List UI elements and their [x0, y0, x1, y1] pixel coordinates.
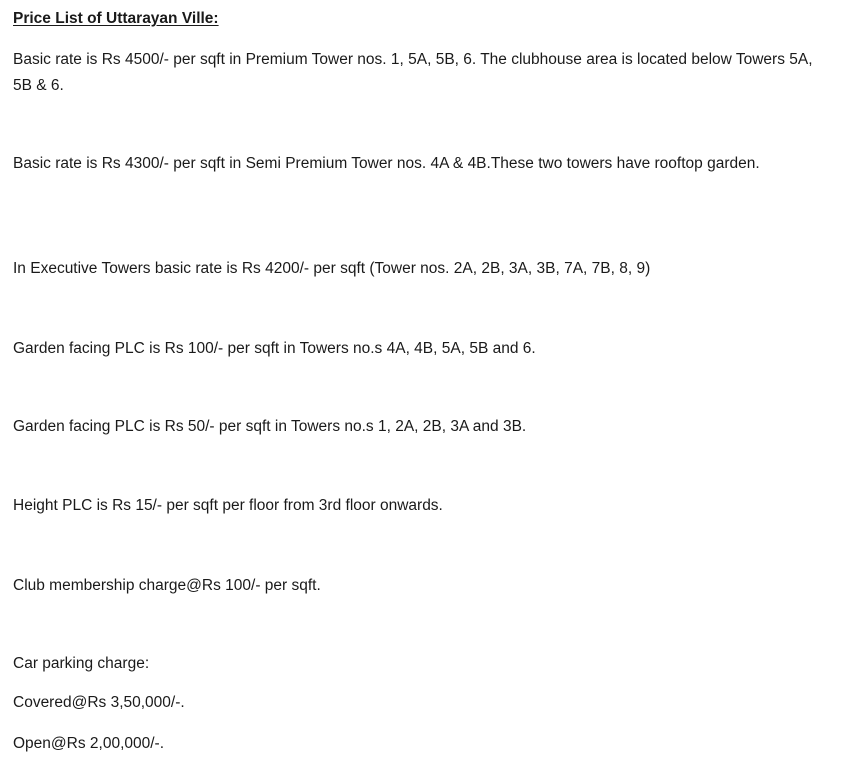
covered-parking-text: Covered@Rs 3,50,000/-.: [13, 694, 185, 711]
height-plc-text: Height PLC is Rs 15/- per sqft per floor from 3rd floor onwards.: [13, 497, 443, 514]
club-membership-text: Club membership charge@Rs 100/- per sqft.: [13, 577, 321, 594]
document-title: Price List of Uttarayan Ville:: [13, 10, 219, 27]
garden-plc-100-text: Garden facing PLC is Rs 100/- per sqft in Towers no.s 4A, 4B, 5A, 5B and 6.: [13, 340, 536, 357]
car-parking-heading: Car parking charge:: [13, 655, 150, 672]
garden-plc-50-text: Garden facing PLC is Rs 50/- per sqft in Towers no.s 1, 2A, 2B, 3A and 3B.: [13, 418, 527, 435]
semi-premium-tower-rate-text: Basic rate is Rs 4300/- per sqft in Semi Premium Tower nos. 4A & 4B.These two towers have rooftop garden.: [13, 155, 760, 172]
premium-tower-rate-text: Basic rate is Rs 4500/- per sqft in Premium Tower nos. 1, 5A, 5B, 6. The clubhouse area is located below Towers 5A, 5B & 6.: [13, 51, 813, 94]
executive-tower-rate-text: In Executive Towers basic rate is Rs 4200/- per sqft (Tower nos. 2A, 2B, 3A, 3B, 7A, 7B, 8, 9): [13, 260, 651, 277]
open-parking-text: Open@Rs 2,00,000/-.: [13, 735, 165, 752]
